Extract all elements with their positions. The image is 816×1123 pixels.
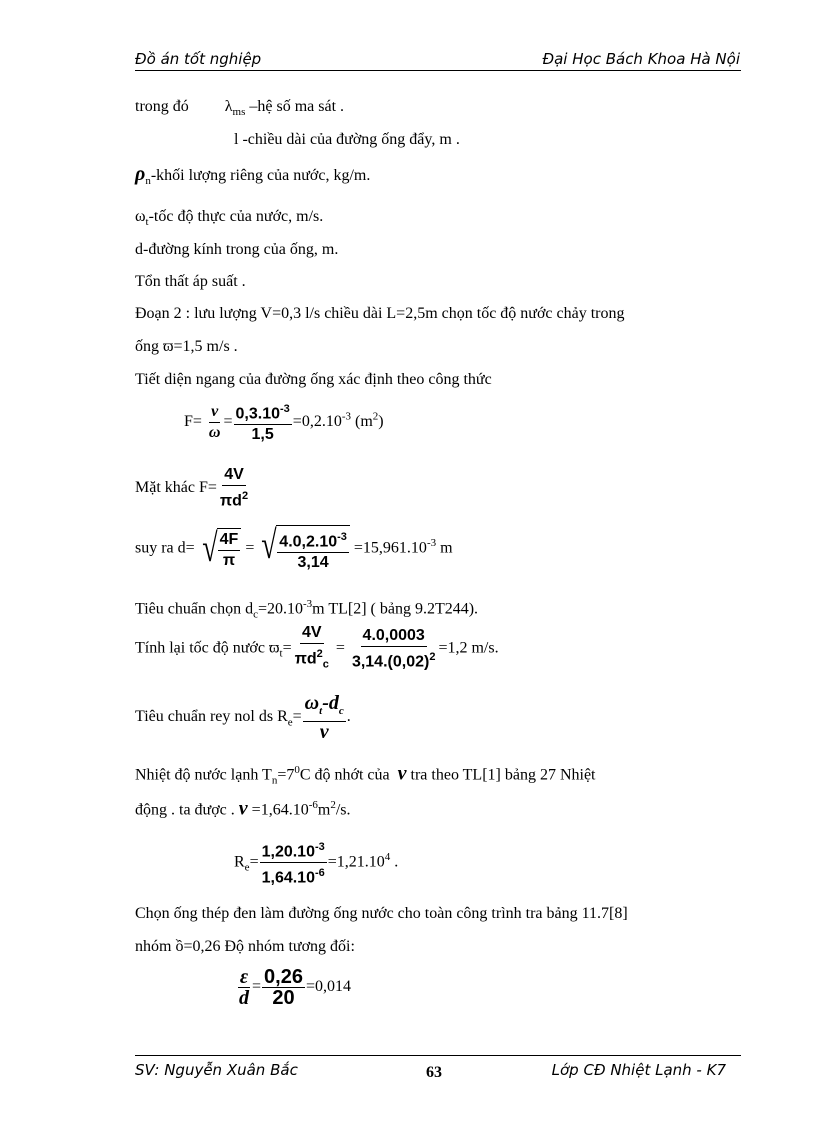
unit: (m <box>351 412 373 430</box>
lhs: suy ra d= <box>135 539 195 557</box>
text: Nhiệt độ nước lạnh T <box>135 766 272 784</box>
formula-diameter <box>135 522 453 572</box>
exponent: 0 <box>294 764 300 776</box>
subscript: c <box>322 658 329 671</box>
num-text: 0,3.10 <box>235 405 281 423</box>
exponent: 2 <box>316 648 323 660</box>
subscript: ms <box>232 106 246 119</box>
nu-symbol: ν <box>238 797 248 820</box>
formula-recalc-speed <box>135 624 499 674</box>
equals: = <box>331 639 349 657</box>
exponent: -3 <box>314 841 325 853</box>
text: –hệ số ma sát . <box>245 98 345 115</box>
result: =1,2 m/s. <box>438 639 499 657</box>
subscript: n <box>145 175 151 188</box>
numerator: 0,26 <box>264 966 303 988</box>
fraction <box>207 403 223 442</box>
numerator: 4V <box>222 466 246 486</box>
exponent: -3 <box>426 537 437 550</box>
subscript: t <box>145 216 149 229</box>
line-velocity <box>135 207 323 232</box>
exponent: 2 <box>241 490 249 502</box>
num-text: 1,20.10 <box>261 843 315 861</box>
subscript: e <box>244 861 250 874</box>
text: m TL[2] ( bảng 9.2T244). <box>312 600 479 618</box>
lhs: Mặt khác F= <box>135 478 217 496</box>
text: =1,64.10 <box>247 801 309 819</box>
den-text: 3,14.(0,02) <box>351 652 430 670</box>
denominator: 20 <box>272 987 295 1009</box>
denominator: 1,5 <box>251 426 274 444</box>
lhs: F= <box>184 412 202 430</box>
radical-icon: √ <box>261 522 278 567</box>
fraction <box>350 627 438 671</box>
rho-symbol: ρ <box>135 163 146 185</box>
line-friction <box>135 97 344 122</box>
numerator: 4.0,0003 <box>361 627 427 647</box>
subscript: e <box>287 716 293 729</box>
formula-reynolds <box>135 694 351 741</box>
text: /s. <box>335 801 351 819</box>
unit-close: ) <box>378 412 384 430</box>
line-pipe-choice: Chọn ống thép đen làm đường ống nước cho toàn công trình tra bảng 11.7[8] <box>135 905 628 922</box>
line-roughness: nhóm ồ=0,26 Độ nhóm tương đối: <box>135 938 355 955</box>
den-text: 1,64.10 <box>261 869 315 887</box>
subscript: t <box>279 647 283 660</box>
footer-left: SV: Nguyễn Xuân Bắc <box>135 1061 298 1079</box>
denominator: d <box>239 987 249 1009</box>
exponent: 2 <box>330 799 336 811</box>
exponent: 2 <box>372 410 379 423</box>
text: =7 <box>277 766 295 784</box>
text: -tốc độ thực của nước, m/s. <box>148 208 324 225</box>
num-text: -d <box>322 692 339 714</box>
numerator: ε <box>239 966 249 988</box>
period: . <box>390 853 399 871</box>
sqrt <box>258 522 350 572</box>
line-speed: ống ϖ=1,5 m/s . <box>135 338 238 355</box>
text: tra theo TL[1] bảng 27 Nhiệt <box>406 766 596 784</box>
equals: = <box>292 708 302 726</box>
result: =0,2.10 <box>292 412 342 430</box>
fraction <box>218 531 241 570</box>
header-left: Đồ án tốt nghiệp <box>135 50 262 68</box>
header-right: Đại Học Bách Khoa Hà Nội <box>542 50 740 68</box>
result: =1,21.10 <box>327 853 385 871</box>
numerator: ν <box>209 403 220 423</box>
formula-area-alt <box>135 466 251 510</box>
footer-rule <box>135 1055 741 1056</box>
text: C độ nhớt của <box>299 766 390 784</box>
numerator: 4V <box>300 624 324 644</box>
lhs: Tính lại tốc độ nước ϖ <box>135 639 280 657</box>
fraction <box>218 466 250 510</box>
nu-symbol: ν <box>397 762 407 785</box>
numerator <box>234 400 292 425</box>
denominator <box>293 644 331 674</box>
equals: = <box>249 853 259 871</box>
lambda-symbol: λ <box>224 98 233 115</box>
line-pressure-loss: Tổn thất áp suất . <box>135 273 246 290</box>
fraction <box>303 694 346 741</box>
formula-area <box>184 400 384 444</box>
exponent: -6 <box>308 799 318 811</box>
text: trong đó <box>135 98 189 115</box>
numerator: 4F <box>218 531 241 551</box>
exponent: 2 <box>429 650 436 663</box>
header-rule <box>135 70 741 71</box>
result: =0,014 <box>305 978 351 996</box>
text: m <box>317 801 331 819</box>
exponent: -6 <box>314 867 325 880</box>
denominator: 3,14 <box>297 554 329 572</box>
equals: = <box>223 412 233 430</box>
text: -khối lượng riêng của nước, kg/m. <box>150 167 371 184</box>
den-text: πd <box>219 492 242 510</box>
fraction <box>293 624 331 674</box>
numerator <box>303 694 346 722</box>
denominator: ν <box>319 721 329 743</box>
formula-reynolds-value <box>234 838 398 888</box>
subscript: t <box>319 705 323 717</box>
denominator <box>350 647 438 671</box>
exponent: -3 <box>337 531 347 543</box>
line-cross-section: Tiết diện ngang của đường ống xác định theo công thức <box>135 371 492 388</box>
line-density <box>135 164 370 191</box>
page-number: 63 <box>426 1064 442 1081</box>
equals: = <box>241 539 259 557</box>
line-water-temp <box>135 760 596 791</box>
fraction <box>262 968 305 1007</box>
numerator <box>260 838 327 863</box>
line-standard-diameter <box>135 594 478 625</box>
subscript: c <box>338 705 344 717</box>
line-viscosity <box>135 795 351 820</box>
line-diameter: d-đường kính trong của ống, m. <box>135 241 339 258</box>
denominator <box>218 486 250 510</box>
lhs: Tiêu chuẩn rey nol ds R <box>135 708 288 726</box>
fraction <box>237 968 251 1007</box>
equals: = <box>282 639 292 657</box>
sqrt-body <box>276 525 350 572</box>
unit: m <box>436 539 453 557</box>
text: Tiêu chuẩn chọn d <box>135 600 254 618</box>
formula-relative-roughness <box>236 968 351 1007</box>
fraction <box>234 400 292 444</box>
exponent: -3 <box>302 598 313 610</box>
radical-icon: √ <box>201 524 218 570</box>
subscript: n <box>271 774 278 787</box>
num-text: ω <box>304 692 320 714</box>
sqrt-body <box>217 528 242 570</box>
denominator: π <box>222 551 236 569</box>
text: =20.10 <box>257 600 303 618</box>
subscript: c <box>253 608 258 621</box>
line-segment2: Đoạn 2 : lưu lượng V=0,3 l/s chiều dài L=2,5m chọn tốc độ nước chảy trong <box>135 305 625 322</box>
den-text: πd <box>294 650 317 668</box>
num-text: 4.0,2.10 <box>279 533 338 551</box>
omega-symbol: ω <box>135 208 146 225</box>
denominator <box>260 863 327 887</box>
result: =15,961.10 <box>349 539 427 557</box>
equals: = <box>252 978 262 996</box>
fraction <box>277 528 349 572</box>
text: động . ta được . <box>135 801 235 819</box>
denominator: ω <box>208 423 221 441</box>
sqrt <box>199 524 242 570</box>
lhs: R <box>234 853 245 871</box>
exponent: 4 <box>384 851 391 864</box>
exponent: -3 <box>280 403 290 415</box>
period: . <box>346 708 351 726</box>
fraction <box>260 838 327 888</box>
exponent: -3 <box>341 410 351 423</box>
numerator <box>277 528 349 553</box>
line-length: l -chiều dài của đường ống đẩy, m . <box>234 131 460 148</box>
footer-right: Lớp CĐ Nhiệt Lạnh - K7 <box>551 1061 726 1079</box>
